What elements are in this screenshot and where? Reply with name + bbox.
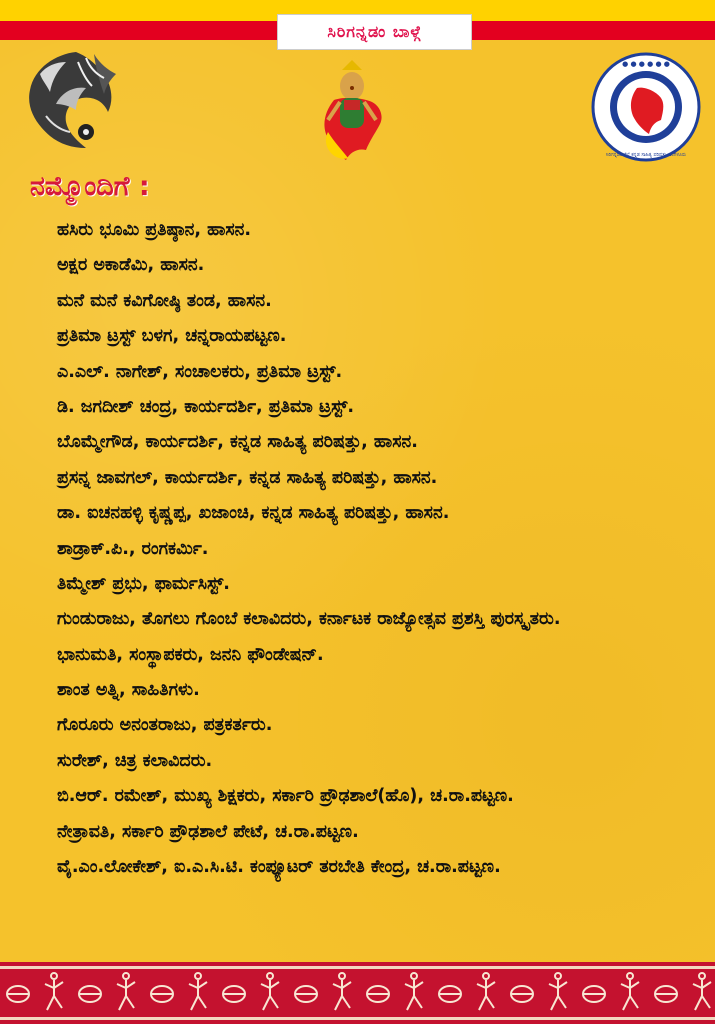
list-item: ಡಾ. ಐಚನಹಳ್ಳಿ ಕೃಷ್ಣಪ್ಪ, ಖಜಾಂಚಿ, ಕನ್ನಡ ಸಾಹಿತ್ಯ ಪರಿಷತ್ತು, ಹಾಸನ. xyxy=(57,503,450,524)
list-item: ನೇತ್ರಾವತಿ, ಸರ್ಕಾರಿ ಪ್ರೌಢಶಾಲೆ ಪೇಟೆ, ಚ.ರಾ.ಪಟ್ಟಣ. xyxy=(57,821,359,842)
list-item: ಶಾಂತ ಅತ್ನಿ, ಸಾಹಿತಿಗಳು. xyxy=(57,680,200,701)
list-item: ಹಸಿರು ಭೂಮಿ ಪ್ರತಿಷ್ಠಾನ, ಹಾಸನ. xyxy=(57,220,252,240)
list-item: ತಿಮ್ಮೇಶ್ ಪ್ರಭು, ಫಾರ್ಮಸಿಸ್ಟ್. xyxy=(57,573,230,594)
page-title: ಸಿರಿಗನ್ನಡಂ ಬಾಳ್ಗೆ xyxy=(277,14,472,50)
list-item: ಪ್ರಸನ್ನ ಜಾವಗಲ್, ಕಾರ್ಯದರ್ಶಿ, ಕನ್ನಡ ಸಾಹಿತ್ಯ ಪರಿಷತ್ತು, ಹಾಸನ. xyxy=(57,467,438,488)
list-item: ಗುಂಡುರಾಜು, ತೊಗಲು ಗೊಂಬೆ ಕಲಾವಿದರು, ಕರ್ನಾಟಕ ರಾಜ್ಯೋತ್ಸವ ಪ್ರಶಸ್ತಿ ಪುರಸ್ಕೃತರು. xyxy=(57,609,561,630)
bhuvaneshwari-karnataka-map-icon xyxy=(314,60,390,164)
svg-text:● ● ● ● ● ●: ● ● ● ● ● ● xyxy=(622,60,670,68)
folk-dancers-border xyxy=(0,962,715,1024)
gandabherunda-icon xyxy=(16,44,122,156)
list-item: ಸುರೇಶ್, ಚಿತ್ರ ಕಲಾವಿದರು. xyxy=(57,750,213,771)
seal-text: ಸಿರಿಗನ್ನಡಂ ಗೆಲ್ಗೆ ಕನ್ನಡ ಸಾಹಿತ್ಯ ಪರಿಷತ್ತು ಬೆಂಗಳೂರು xyxy=(606,152,687,158)
list-item: ಎ.ಎಲ್. ನಾಗೇಶ್, ಸಂಚಾಲಕರು, ಪ್ರತಿಮಾ ಟ್ರಸ್ಟ್. xyxy=(57,361,343,382)
list-item: ಡಿ. ಜಗದೀಶ್ ಚಂದ್ರ, ಕಾರ್ಯದರ್ಶಿ, ಪ್ರತಿಮಾ ಟ್ರಸ್ಟ್. xyxy=(57,396,355,417)
list-item: ಗೊರೂರು ಅನಂತರಾಜು, ಪತ್ರಕರ್ತರು. xyxy=(57,715,273,736)
list-item: ಬಿ.ಆರ್. ರಮೇಶ್, ಮುಖ್ಯ ಶಿಕ್ಷಕರು, ಸರ್ಕಾರಿ ಪ್ರೌಢಶಾಲೆ(ಹೊ), ಚ.ರಾ.ಪಟ್ಟಣ. xyxy=(57,786,514,807)
list-item: ಭಾನುಮತಿ, ಸಂಸ್ಥಾಪಕರು, ಜನನಿ ಫೌಂಡೇಷನ್. xyxy=(57,644,324,665)
list-item: ಶಾಡ್ರಾಕ್.ಪಿ., ರಂಗಕರ್ಮಿ. xyxy=(57,538,209,559)
list-item: ಬೊಮ್ಮೇಗೌಡ, ಕಾರ್ಯದರ್ಶಿ, ಕನ್ನಡ ಸಾಹಿತ್ಯ ಪರಿಷತ್ತು, ಹಾಸನ. xyxy=(57,432,418,453)
list-item: ಅಕ್ಷರ ಅಕಾಡೆಮಿ, ಹಾಸನ. xyxy=(57,255,205,276)
list-item: ವೈ.ಎಂ.ಲೋಕೇಶ್, ಐ.ಎ.ಸಿ.ಟಿ. ಕಂಪ್ಯೂಟರ್ ತರಬೇತಿ ಕೇಂದ್ರ, ಚ.ರಾ.ಪಟ್ಟಣ. xyxy=(57,857,501,878)
kannada-sahitya-parishat-seal xyxy=(591,52,701,162)
list-item: ಮನೆ ಮನೆ ಕವಿಗೋಷ್ಠಿ ತಂಡ, ಹಾಸನ. xyxy=(57,290,272,311)
acknowledgement-list xyxy=(57,218,707,890)
section-heading: ನಮ್ಮೊಂದಿಗೆ : xyxy=(30,171,150,202)
list-item: ಪ್ರತಿಮಾ ಟ್ರಸ್ಟ್ ಬಳಗ, ಚನ್ನರಾಯಪಟ್ಟಣ. xyxy=(57,326,287,347)
